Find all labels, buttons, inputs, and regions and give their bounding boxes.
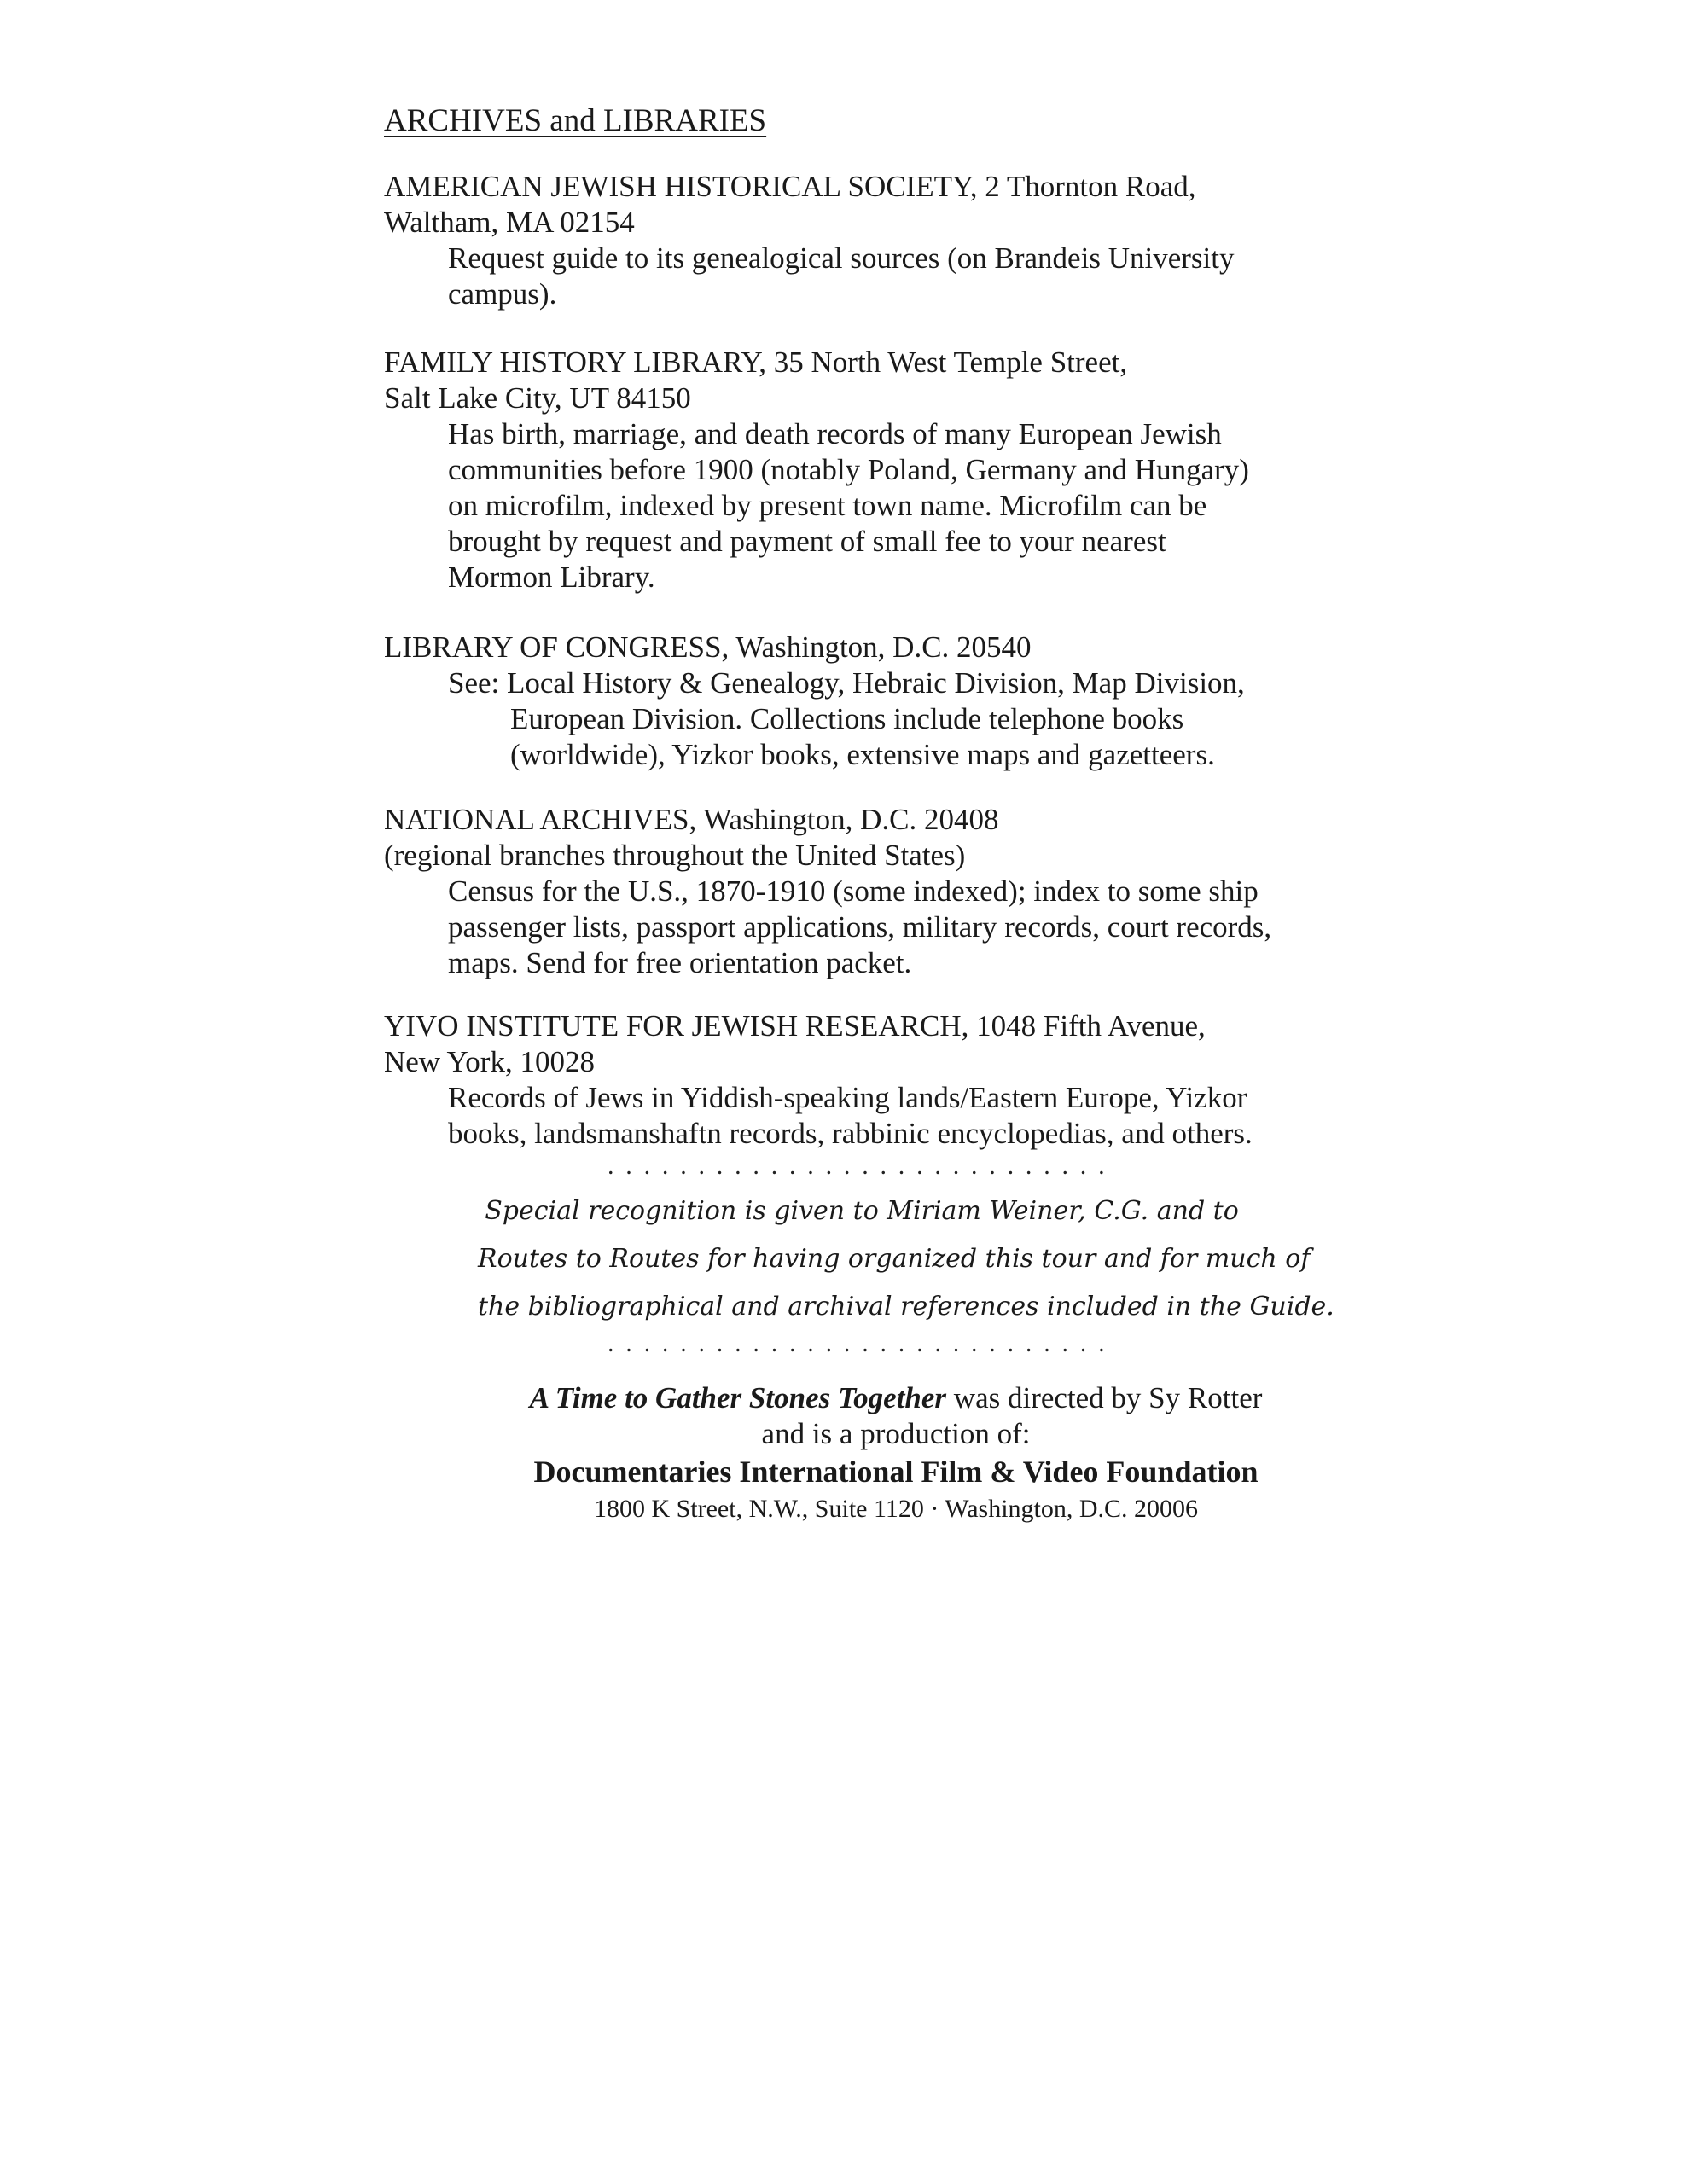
entry-description [384,1080,1408,1152]
description-line: brought by request and payment of small fee to your nearest [448,525,1166,558]
credit-line [384,1380,1408,1416]
entry-title-line: FAMILY HISTORY LIBRARY, 35 North West Temple Street, [384,346,1128,379]
entry-description [384,241,1408,312]
description-line: Request guide to its genealogical sources (on Brandeis University [448,241,1235,275]
production-line: and is a production of: [761,1417,1031,1450]
entry-title-line: NATIONAL ARCHIVES, Washington, D.C. 20408 [384,803,999,836]
archive-entry-ajhs [384,169,1408,312]
description-line: communities before 1900 (notably Poland, Germany and Hungary) [448,453,1249,486]
see-line: See: Local History & Genealogy, Hebraic Division, Map Division, [448,666,1245,700]
special-recognition [478,1188,1334,1331]
description-line: books, landsmanshaftn records, rabbinic encyclopedias, and others. [448,1117,1253,1150]
see-line: European Division. Collections include telephone books [510,702,1184,735]
description-line: Has birth, marriage, and death records of many European Jewish [448,417,1222,450]
archive-entry-library-of-congress [384,630,1408,773]
organization-name: Documentaries International Film & Video Foundation [533,1455,1259,1489]
organization-address: 1800 K Street, N.W., Suite 1120 · Washington, D.C. 20006 [593,1495,1199,1523]
entry-title-line: LIBRARY OF CONGRESS, Washington, D.C. 20540 [384,630,1032,664]
recognition-line: Special recognition is given to Miriam Weiner, C.G. and to [485,1196,1239,1226]
description-line: on microfilm, indexed by present town name. Microfilm can be [448,489,1207,522]
production-credits [384,1380,1408,1527]
dotted-divider-bottom: ............................ [608,1329,1117,1357]
section-heading: ARCHIVES and LIBRARIES [384,103,767,138]
archive-entry-national-archives [384,802,1408,981]
entry-address-line: (regional branches throughout the United States) [384,839,966,872]
recognition-line: Routes to Routes for having organized this tour and for much of [478,1244,1311,1274]
description-line: Records of Jews in Yiddish-speaking lands/Eastern Europe, Yizkor [448,1081,1247,1114]
dotted-divider-top: ............................ [608,1152,1117,1180]
archive-entry-family-history-library [384,345,1408,595]
entry-title-line: AMERICAN JEWISH HISTORICAL SOCIETY, 2 Thornton Road, [384,170,1196,203]
description-line: passenger lists, passport applications, military records, court records, [448,910,1272,944]
recognition-line: the bibliographical and archival references included in the Guide. [478,1292,1334,1321]
archive-entry-yivo [384,1008,1408,1152]
see-line: (worldwide), Yizkor books, extensive maps and gazetteers. [510,738,1215,771]
description-line: maps. Send for free orientation packet. [448,946,912,979]
entry-title-line: YIVO INSTITUTE FOR JEWISH RESEARCH, 1048 Fifth Avenue, [384,1009,1206,1043]
entry-see-also [384,665,1408,773]
entry-address-line: New York, 10028 [384,1045,595,1078]
entry-description [384,416,1408,595]
description-line: Mormon Library. [448,561,655,594]
description-line: Census for the U.S., 1870-1910 (some indexed); index to some ship [448,874,1259,908]
entry-address-line: Salt Lake City, UT 84150 [384,381,691,415]
description-line: campus). [448,277,557,311]
film-title: A Time to Gather Stones Together [529,1381,947,1414]
entry-address-line: Waltham, MA 02154 [384,206,635,239]
directed-by: was directed by Sy Rotter [946,1381,1263,1414]
see-continuation [448,701,1408,773]
entry-description [384,874,1408,981]
